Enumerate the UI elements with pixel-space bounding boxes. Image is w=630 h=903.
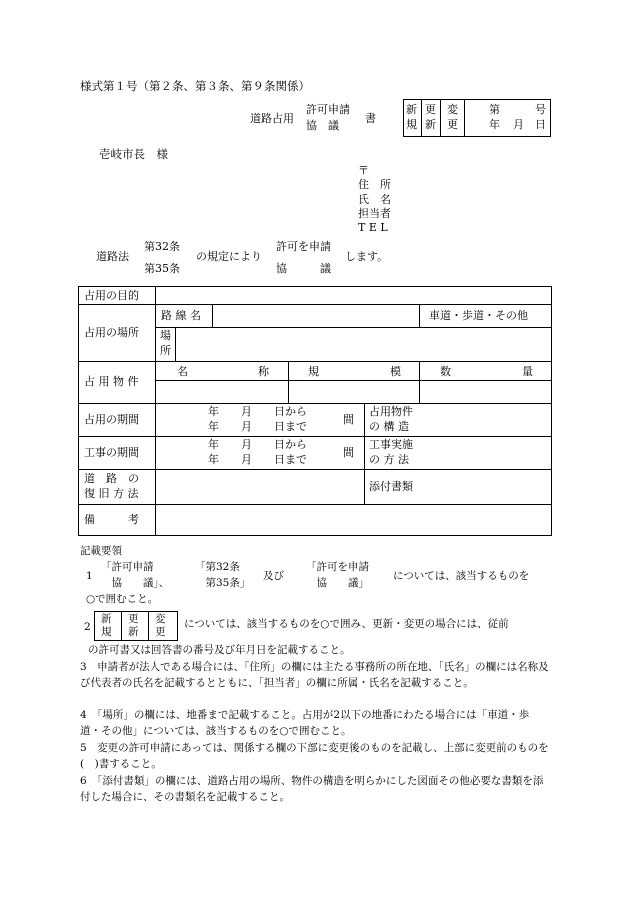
note2-koshin-bottom: 新 [128, 626, 139, 638]
note1-oyobi: 及び [263, 570, 284, 582]
note6: 6 「添付書類」の欄には、道路占用の場所、物件の構造を明らかにした図面その他必要な書類を添付した場合に、その書類名を記載すること。 [80, 775, 544, 803]
statement-provision: の規定により [196, 250, 262, 263]
date-nen: 年 [489, 118, 500, 131]
note1-cont: ○で囲むこと。 [86, 593, 159, 605]
doc-title-kyoka-shinsei: 許可申請 [306, 103, 350, 116]
purpose-label: 占用の目的 [84, 289, 139, 302]
method-label-1: 工事実施 [369, 438, 413, 451]
period-to: 年 月 日まで [208, 420, 307, 433]
number-dai: 第 [489, 103, 500, 116]
col-scale-1: 規 [308, 365, 319, 378]
note2-cont: の許可書又は回答書の番号及び年月日を記載すること。 [88, 644, 351, 656]
structure-label-1: 占用物件 [369, 405, 413, 418]
col-qty-1: 数 [440, 365, 451, 378]
structure-label-2: の 構 造 [369, 420, 409, 433]
col-name-2: 称 [258, 365, 269, 378]
work-ma: 間 [343, 446, 354, 459]
type-shinki-top: 新 [406, 103, 417, 116]
restore-label-2: 復 旧 方 法 [84, 487, 139, 500]
note4: 4 「場所」の欄には、地番まで記載すること。占用が2以下の地番にわたる場合には「車道・歩道・その他」については、該当するものを○で囲むこと。 [80, 709, 530, 737]
type-koshin-bottom: 新 [425, 118, 436, 131]
applicant-address-label: 住 所 [358, 178, 391, 191]
doc-title-road-use: 道路占用 [250, 112, 294, 125]
date-hi: 日 [535, 118, 546, 131]
type-koshin-top: 更 [425, 103, 436, 116]
note2-text: については、該当するものを○で囲み、更新・変更の場合には、従前 [184, 618, 509, 630]
basho-bottom: 所 [160, 344, 171, 357]
number-go: 号 [535, 103, 546, 116]
note1-a-1: 「許可申請 [101, 561, 154, 573]
note1-c-1: 「許可を申請 [306, 561, 369, 573]
work-from: 年 月 日から [208, 438, 307, 451]
col-qty-2: 量 [522, 365, 533, 378]
period-from: 年 月 日から [208, 405, 307, 418]
statement-law: 道路法 [96, 250, 129, 263]
roadway-options: 車道・歩道・その他 [429, 309, 528, 322]
statement-kyoka-wo-shinsei: 許可を申請 [276, 240, 331, 253]
note3: 3 申請者が法人である場合には、「住所」の欄には主たる事務所の所在地、「氏名」の欄には名称及び代表者の氏名を記載するとともに、「担当者」の欄に所属・氏名を記載すること。 [80, 661, 549, 689]
basho-top: 場 [160, 329, 171, 342]
type-henko-top: 変 [447, 103, 458, 116]
note2-shinki-bottom: 規 [101, 626, 112, 638]
form-number: 様式第１号（第２条、第３条、第９条関係） [80, 79, 310, 93]
date-tsuki: 月 [513, 118, 524, 131]
note1-b-1: 「第32条 [195, 561, 240, 573]
remarks-label: 備 考 [84, 513, 139, 526]
type-shinki-bottom: 規 [406, 118, 417, 131]
statement-kyogi: 協 議 [276, 262, 331, 275]
applicant-person-label: 担当者 [358, 207, 391, 220]
route-name-label: 路 線 名 [161, 309, 201, 322]
statement-art32: 第32条 [144, 240, 180, 253]
note1-tail: については、該当するものを [393, 570, 530, 582]
work-period-label: 工事の期間 [84, 446, 139, 459]
doc-title-kyogi: 協 議 [306, 119, 339, 132]
note2-number: 2 [84, 621, 91, 633]
statement-art35: 第35条 [144, 262, 180, 275]
statement-shimasu: します。 [345, 250, 389, 263]
period-label: 占用の期間 [84, 413, 139, 426]
method-label-2: の 方 法 [369, 453, 409, 466]
attach-label: 添付書類 [369, 480, 413, 493]
work-to: 年 月 日まで [208, 453, 307, 466]
application-table [78, 286, 552, 536]
col-scale-2: 模 [390, 365, 401, 378]
objects-label: 占 用 物 件 [84, 375, 139, 388]
applicant-tel-label: T E L [358, 221, 388, 234]
note2-koshin-top: 更 [128, 613, 139, 625]
period-ma: 間 [343, 413, 354, 426]
notes-heading: 記載要領 [80, 545, 122, 557]
postal-mark: 〒 [358, 164, 369, 177]
applicant-name-label: 氏 名 [358, 193, 391, 206]
type-henko-bottom: 更 [447, 118, 458, 131]
note1-number: 1 [86, 570, 93, 582]
note2-henko-bottom: 更 [155, 626, 166, 638]
addressee: 壱岐市長 様 [99, 147, 168, 161]
col-name-1: 名 [177, 365, 188, 378]
note2-henko-top: 変 [155, 613, 166, 625]
doc-title-sho: 書 [365, 112, 376, 125]
place-label: 占用の場所 [84, 326, 139, 339]
restore-label-1: 道 路 の [84, 472, 139, 485]
note1-b-2: 第35条」 [195, 577, 251, 589]
note5: 5 変更の許可申請にあっては、関係する欄の下部に変更後のものを記載し、上部に変更前のものを( )書すること。 [80, 742, 549, 770]
note2-shinki-top: 新 [101, 613, 112, 625]
note1-c-2: 協 議」 [306, 577, 369, 589]
note1-a-2: 協 議」、 [101, 577, 170, 589]
